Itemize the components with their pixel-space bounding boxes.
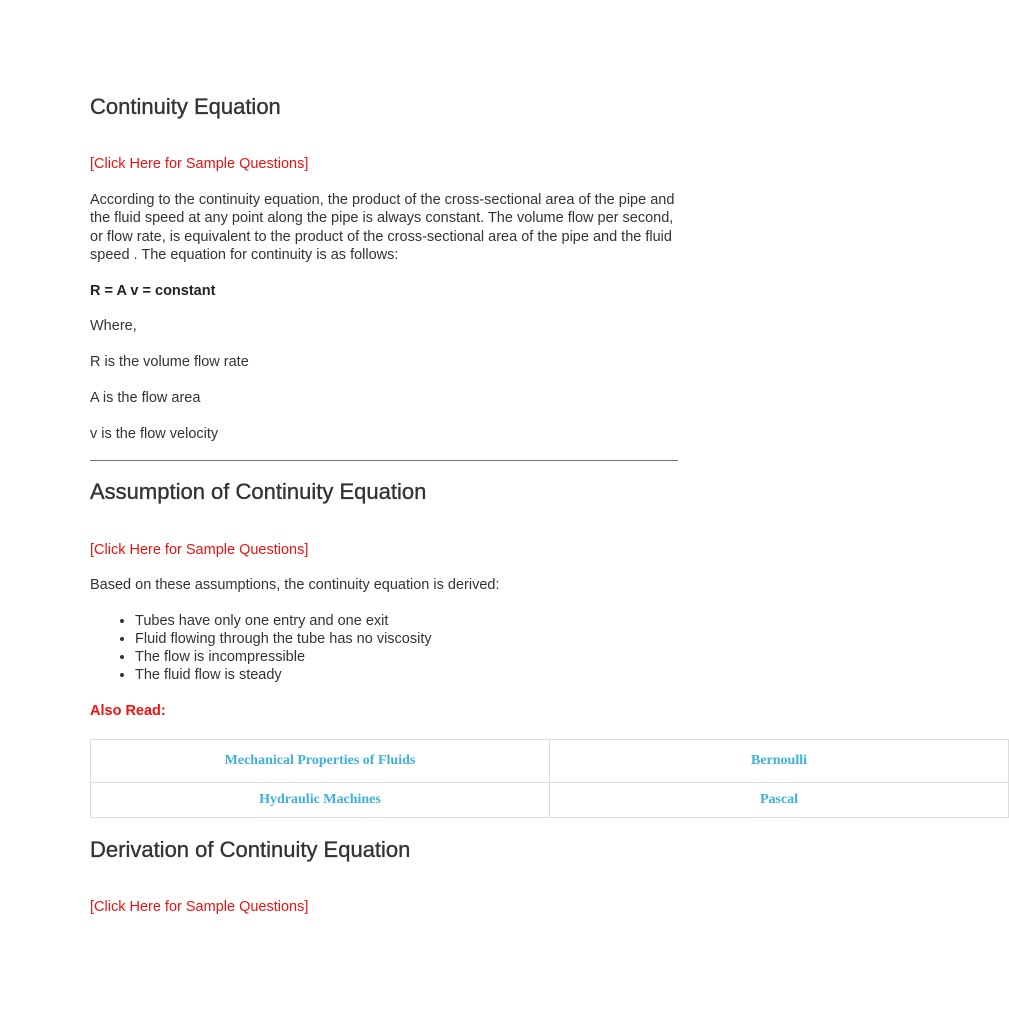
assumptions-list — [90, 612, 432, 684]
also-read-label: Also Read: — [90, 703, 166, 719]
related-articles-table — [90, 739, 1009, 818]
table-cell — [550, 740, 1009, 783]
table-cell — [91, 783, 550, 818]
sample-questions-link[interactable]: [Click Here for Sample Questions] — [90, 899, 309, 915]
sample-questions-link[interactable]: [Click Here for Sample Questions] — [90, 156, 309, 172]
table-cell — [550, 783, 1009, 818]
related-link-mechanical-properties[interactable]: Mechanical Properties of Fluids — [224, 753, 416, 768]
definition-v: v is the flow velocity — [90, 426, 219, 442]
section-title-assumption: Assumption of Continuity Equation — [90, 479, 427, 504]
list-item: • Fluid flowing through the tube has no viscosity — [135, 630, 432, 648]
list-item: • Tubes have only one entry and one exit — [135, 612, 432, 630]
intro-paragraph: According to the continuity equation, the product of the cross-sectional area of the pipe and the fluid speed at any point along the pipe is always constant. The volume flow per second, or flow rate, is equivalent to the product of the cross-sectional area of the pipe and the fluid speed . The equation for continuity is as follows: — [90, 192, 675, 263]
related-link-pascal[interactable]: Pascal — [759, 792, 799, 807]
table-row — [91, 740, 1009, 783]
list-item: • The flow is incompressible — [135, 648, 432, 666]
assumptions-lead: Based on these assumptions, the continuity equation is derived: — [90, 577, 500, 593]
continuity-formula: R = A v = constant — [90, 283, 216, 299]
section-title-continuity-equation: Continuity Equation — [90, 94, 281, 119]
list-item: • The fluid flow is steady — [135, 666, 432, 684]
table-row — [91, 783, 1009, 818]
definition-r: R is the volume flow rate — [90, 354, 249, 370]
table-cell — [91, 740, 550, 783]
definition-a: A is the flow area — [90, 390, 201, 406]
section-divider — [90, 460, 678, 461]
where-label: Where, — [90, 318, 137, 334]
section-title-derivation: Derivation of Continuity Equation — [90, 837, 411, 862]
related-link-hydraulic-machines[interactable]: Hydraulic Machines — [259, 792, 381, 807]
sample-questions-link[interactable]: [Click Here for Sample Questions] — [90, 542, 309, 558]
related-link-bernoulli[interactable]: Bernoulli — [750, 753, 807, 768]
